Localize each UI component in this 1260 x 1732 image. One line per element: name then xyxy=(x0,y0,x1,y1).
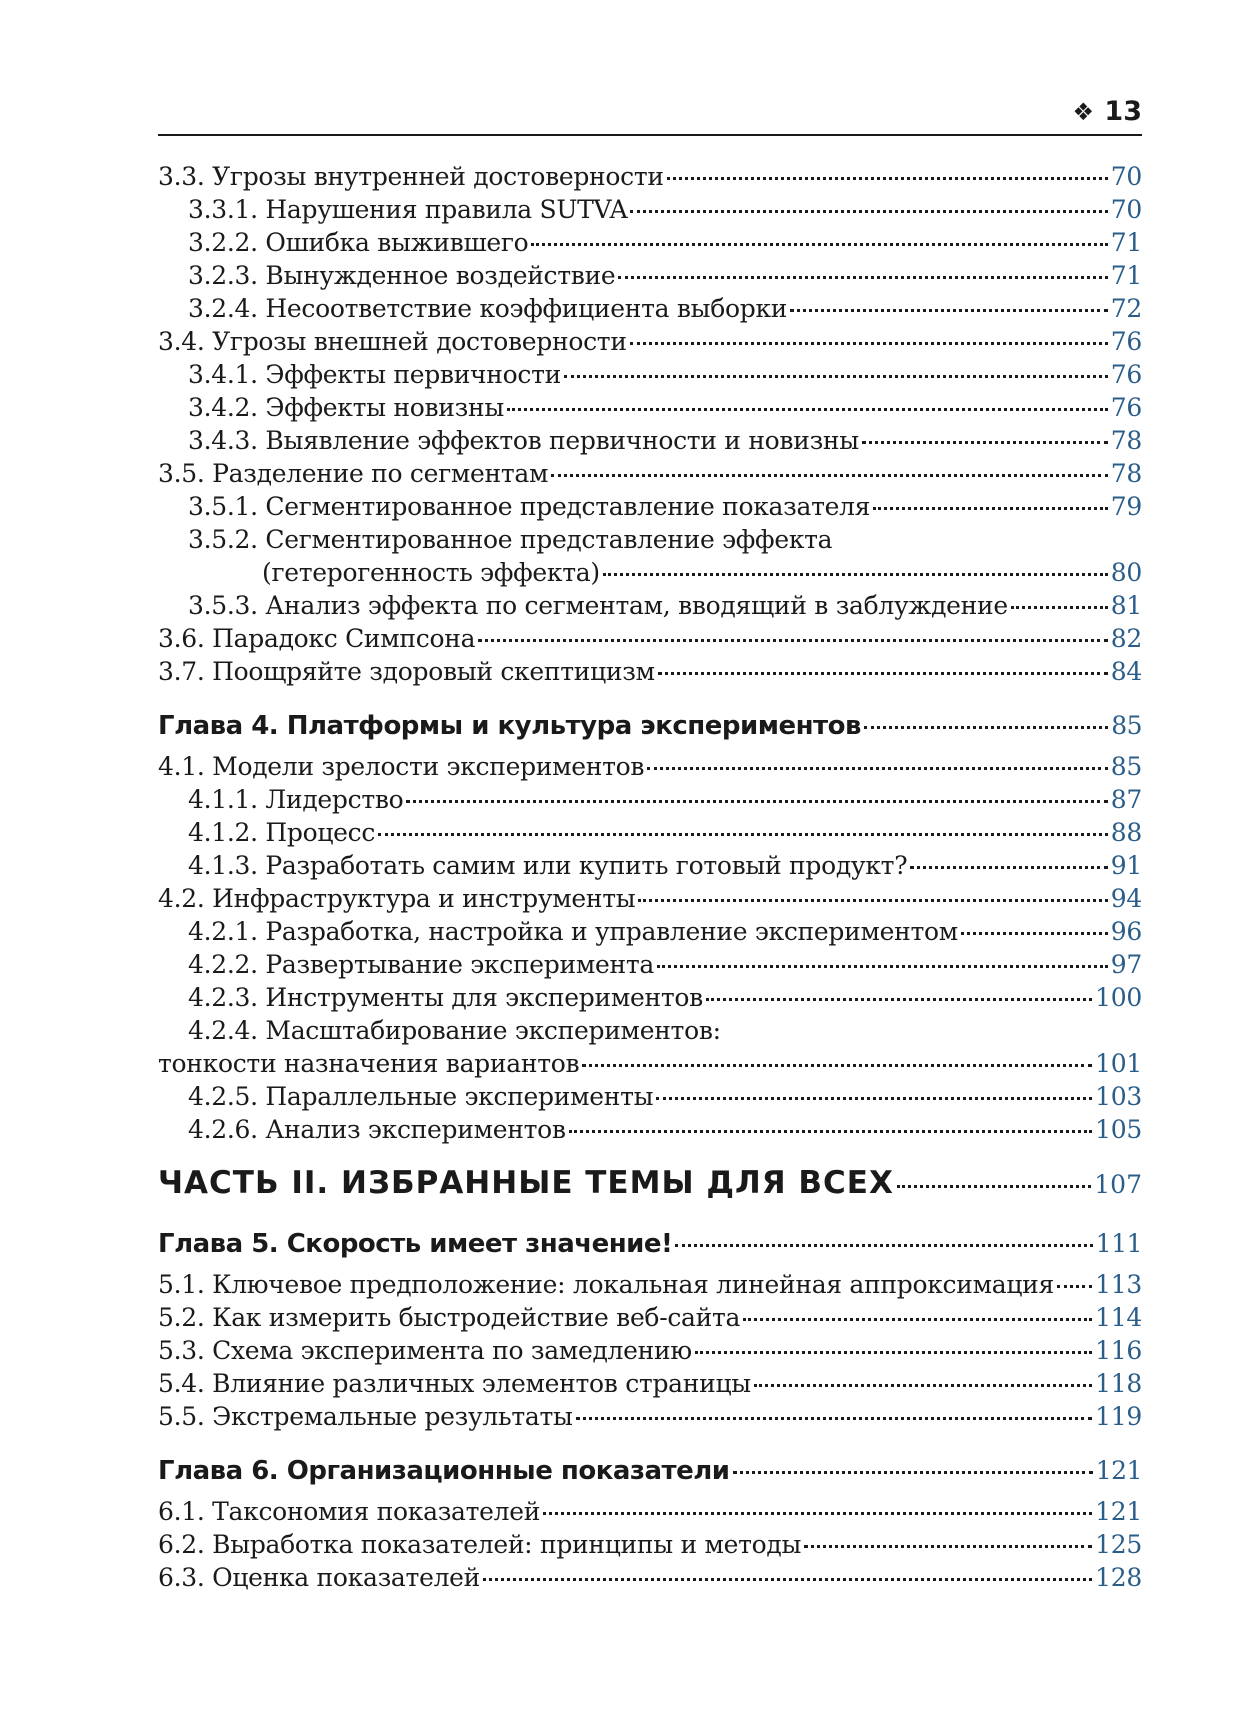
leader-dots xyxy=(638,899,1107,902)
toc-page: 70 xyxy=(1110,195,1142,224)
toc-entry[interactable] xyxy=(158,1367,1142,1400)
toc-label: тонкости назначения вариантов xyxy=(158,1049,580,1078)
leader-dots xyxy=(603,573,1108,576)
leader-dots xyxy=(790,309,1108,312)
leader-dots xyxy=(582,1064,1092,1067)
leader-dots xyxy=(675,1244,1092,1247)
toc-entry[interactable] xyxy=(158,391,1142,424)
toc-entry[interactable] xyxy=(158,981,1142,1014)
toc-label: 4.2.3. Инструменты для экспериментов xyxy=(188,983,703,1012)
running-header xyxy=(158,96,1142,136)
toc-label: 4.2.5. Параллельные эксперименты xyxy=(188,1082,654,1111)
toc-entry[interactable] xyxy=(158,948,1142,981)
toc-page: 87 xyxy=(1110,785,1142,814)
toc-page: 113 xyxy=(1095,1270,1142,1299)
toc-page: 76 xyxy=(1110,360,1142,389)
toc-label: 4.2.2. Развертывание эксперимента xyxy=(188,950,655,979)
toc-label: 3.6. Парадокс Симпсона xyxy=(158,624,476,653)
toc-page: 125 xyxy=(1095,1530,1142,1559)
leader-dots xyxy=(743,1318,1092,1321)
toc-label: 4.2.6. Анализ экспериментов xyxy=(188,1115,566,1144)
leader-dots xyxy=(551,474,1108,477)
toc-label: 3.5. Разделение по сегментам xyxy=(158,459,549,488)
toc-page: 107 xyxy=(1094,1170,1142,1199)
toc-entry[interactable] xyxy=(158,589,1142,622)
toc-page: 128 xyxy=(1095,1563,1142,1592)
leader-dots xyxy=(864,726,1108,729)
toc-entry[interactable] xyxy=(158,259,1142,292)
header-rule xyxy=(158,134,1142,136)
toc-page: 85 xyxy=(1110,752,1142,781)
toc-entry[interactable] xyxy=(158,783,1142,816)
leader-dots xyxy=(507,408,1108,411)
toc-label: 4.2.4. Масштабирование экспериментов: xyxy=(188,1016,721,1045)
toc-page: 101 xyxy=(1095,1049,1142,1078)
toc-chapter-4[interactable] xyxy=(158,706,1142,746)
toc-entry[interactable] xyxy=(158,1268,1142,1301)
toc-entry[interactable] xyxy=(158,1561,1142,1594)
leader-dots xyxy=(564,375,1108,378)
toc-label: 3.5.3. Анализ эффекта по сегментам, вводящий в заблуждение xyxy=(188,591,1008,620)
toc-label: 4.2.1. Разработка, настройка и управление экспериментом xyxy=(188,917,958,946)
leader-dots xyxy=(647,767,1108,770)
toc-label: 3.5.1. Сегментированное представление показателя xyxy=(188,492,871,521)
toc-page: 111 xyxy=(1095,1229,1142,1258)
leader-dots xyxy=(657,965,1108,968)
toc-entry[interactable] xyxy=(158,424,1142,457)
leader-dots xyxy=(706,998,1092,1001)
leader-dots xyxy=(618,276,1107,279)
toc-label: 5.1. Ключевое предположение: локальная линейная аппроксимация xyxy=(158,1270,1054,1299)
toc-label: 3.4. Угрозы внешней достоверности xyxy=(158,327,627,356)
chapter-title: Глава 4. Платформы и культура экспериментов xyxy=(158,711,861,741)
toc-page: 76 xyxy=(1110,393,1142,422)
toc-page: 103 xyxy=(1095,1082,1142,1111)
toc-entry[interactable] xyxy=(158,1495,1142,1528)
toc-page: 100 xyxy=(1095,983,1142,1012)
toc-entry[interactable] xyxy=(158,750,1142,783)
leader-dots xyxy=(478,639,1108,642)
toc-label: 6.3. Оценка показателей xyxy=(158,1563,481,1592)
chapter-title: Глава 6. Организационные показатели xyxy=(158,1456,730,1486)
toc-entry[interactable] xyxy=(158,358,1142,391)
toc-entry-continuation[interactable] xyxy=(158,1047,1142,1080)
toc-page: 105 xyxy=(1095,1115,1142,1144)
toc-page: 97 xyxy=(1110,950,1142,979)
leader-dots xyxy=(910,866,1107,869)
leader-dots xyxy=(733,1471,1093,1474)
toc-entry[interactable] xyxy=(158,193,1142,226)
toc-label: (гетерогенность эффекта) xyxy=(262,558,600,587)
toc-page: 76 xyxy=(1110,327,1142,356)
toc-page: 116 xyxy=(1095,1336,1142,1365)
toc-label: 3.2.2. Ошибка выжившего xyxy=(188,228,529,257)
leader-dots xyxy=(961,932,1108,935)
toc-label: 5.3. Схема эксперимента по замедлению xyxy=(158,1336,692,1365)
leader-dots xyxy=(630,342,1108,345)
toc-entry[interactable] xyxy=(158,915,1142,948)
toc-page: 71 xyxy=(1110,228,1142,257)
toc-chapter-5[interactable] xyxy=(158,1224,1142,1264)
toc-label: 3.3. Угрозы внутренней достоверности xyxy=(158,162,664,191)
leader-dots xyxy=(543,1512,1092,1515)
toc-label: 3.2.3. Вынужденное воздействие xyxy=(188,261,616,290)
toc-label: 3.3.1. Нарушения правила SUTVA xyxy=(188,195,628,224)
toc-page: 70 xyxy=(1110,162,1142,191)
leader-dots xyxy=(667,177,1108,180)
toc-page: 121 xyxy=(1095,1456,1142,1485)
chapter-title: Глава 5. Скорость имеет значение! xyxy=(158,1229,673,1259)
leader-dots xyxy=(483,1578,1092,1581)
toc-label: 6.2. Выработка показателей: принципы и методы xyxy=(158,1530,802,1559)
toc-entry[interactable] xyxy=(158,1080,1142,1113)
leader-dots xyxy=(695,1351,1092,1354)
toc-label: 4.1.2. Процесс xyxy=(188,818,376,847)
toc-label: 4.2. Инфраструктура и инструменты xyxy=(158,884,636,913)
toc-entry[interactable] xyxy=(158,1113,1142,1146)
toc-entry-first-line[interactable] xyxy=(158,523,1142,556)
toc-page: 81 xyxy=(1110,591,1142,620)
toc-label: 3.7. Поощряйте здоровый скептицизм xyxy=(158,657,655,686)
toc-entry[interactable] xyxy=(158,325,1142,358)
toc-page: 118 xyxy=(1095,1369,1142,1398)
part-title: ЧАСТЬ II. ИЗБРАННЫЕ ТЕМЫ ДЛЯ ВСЕХ xyxy=(158,1165,894,1201)
leader-dots xyxy=(1011,606,1108,609)
leader-dots xyxy=(658,672,1108,675)
leader-dots xyxy=(897,1185,1091,1188)
leader-dots xyxy=(531,243,1107,246)
toc-page: 78 xyxy=(1110,459,1142,488)
toc-page: 82 xyxy=(1110,624,1142,653)
toc-entry[interactable] xyxy=(158,816,1142,849)
toc-entry[interactable] xyxy=(158,1334,1142,1367)
toc-entry[interactable] xyxy=(158,849,1142,882)
toc-page: 88 xyxy=(1110,818,1142,847)
toc-page: 79 xyxy=(1110,492,1142,521)
toc-page: 84 xyxy=(1110,657,1142,686)
toc-page: 114 xyxy=(1095,1303,1142,1332)
toc-entry[interactable] xyxy=(158,160,1142,193)
toc-entry[interactable] xyxy=(158,622,1142,655)
toc-label: 3.2.4. Несоответствие коэффициента выборки xyxy=(188,294,788,323)
toc-entry[interactable] xyxy=(158,1400,1142,1433)
toc-entry[interactable] xyxy=(158,882,1142,915)
leader-dots xyxy=(656,1097,1092,1100)
toc-label: 5.4. Влияние различных элементов страницы xyxy=(158,1369,751,1398)
toc-page: 94 xyxy=(1110,884,1142,913)
toc-page: 71 xyxy=(1110,261,1142,290)
table-of-contents xyxy=(158,160,1142,1594)
leader-dots xyxy=(754,1384,1092,1387)
toc-entry[interactable] xyxy=(158,457,1142,490)
leader-dots xyxy=(378,833,1108,836)
toc-entry[interactable] xyxy=(158,292,1142,325)
toc-entry[interactable] xyxy=(158,655,1142,688)
toc-page: 91 xyxy=(1110,851,1142,880)
toc-label: 3.4.2. Эффекты новизны xyxy=(188,393,504,422)
leader-dots xyxy=(406,800,1107,803)
toc-entry[interactable] xyxy=(158,1301,1142,1334)
toc-page: 80 xyxy=(1110,558,1142,587)
toc-entry-continuation[interactable] xyxy=(158,556,1142,589)
toc-entry[interactable] xyxy=(158,226,1142,259)
leader-dots xyxy=(1057,1285,1092,1288)
toc-label: 5.2. Как измерить быстродействие веб-сайта xyxy=(158,1303,741,1332)
leader-dots xyxy=(576,1417,1093,1420)
toc-page: 78 xyxy=(1110,426,1142,455)
leader-dots xyxy=(569,1130,1093,1133)
page-number: 13 xyxy=(1104,96,1142,127)
toc-entry[interactable] xyxy=(158,490,1142,523)
toc-page: 72 xyxy=(1110,294,1142,323)
toc-page: 85 xyxy=(1111,711,1142,740)
leader-dots xyxy=(862,441,1108,444)
toc-label: 3.4.3. Выявление эффектов первичности и новизны xyxy=(188,426,859,455)
toc-label: 6.1. Таксономия показателей xyxy=(158,1497,541,1526)
toc-label: 5.5. Экстремальные результаты xyxy=(158,1402,573,1431)
toc-label: 3.5.2. Сегментированное представление эффекта xyxy=(188,525,833,554)
leader-dots xyxy=(630,210,1107,213)
toc-part-2[interactable] xyxy=(158,1160,1142,1206)
toc-entry[interactable] xyxy=(158,1528,1142,1561)
toc-page: 121 xyxy=(1095,1497,1142,1526)
leader-dots xyxy=(804,1545,1092,1548)
toc-label: 4.1. Модели зрелости экспериментов xyxy=(158,752,645,781)
toc-label: 4.1.3. Разработать самим или купить готовый продукт? xyxy=(188,851,908,880)
toc-page: 119 xyxy=(1095,1402,1142,1431)
toc-chapter-6[interactable] xyxy=(158,1451,1142,1491)
toc-entry-first-line[interactable] xyxy=(158,1014,1142,1047)
ornament-icon: ❖ xyxy=(1072,98,1094,126)
toc-page: 96 xyxy=(1110,917,1142,946)
toc-label: 4.1.1. Лидерство xyxy=(188,785,404,814)
leader-dots xyxy=(873,507,1108,510)
toc-label: 3.4.1. Эффекты первичности xyxy=(188,360,561,389)
